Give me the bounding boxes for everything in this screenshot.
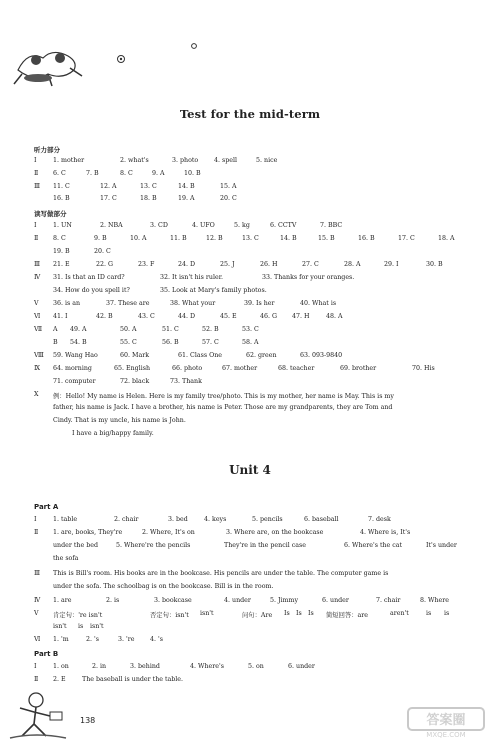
paragraph-line: under the sofa. The schoolbag is on the bookcase. Bill is in the room. [53,583,274,590]
page-number: 138 [80,716,96,725]
composition-line: father, his name is Jack. I have a brother, his name is Peter. Those are my grandparents, they are Tom and [53,404,393,411]
answer-row: Ⅶ A 49. A 50. A 51. C 52. B 53. C [34,326,259,333]
answer-row: Ⅲ 21. E 22. G 23. F 24. D 25. J 26. H 27. C 28. A 29. I 30. B [34,261,443,268]
page-title-unit4: Unit 4 [229,463,271,477]
answer-row: Ⅴ 36. is an 37. These are 38. What your 39. Is her 40. What is [34,300,337,307]
answer-row: 19. B 20. C [53,248,111,255]
answer-row: Ⅱ 1. are, books, They're 2. Where, It's on 3. Where are, on the bookcase 4. Where is, It's [34,529,411,536]
answer-row: Ⅸ 64. morning 65. English 66. photo 67. mother 68. teacher 69. brother 70. His [34,365,435,372]
answer-row: Ⅱ 2. E The baseball is under the table. [34,676,184,683]
composition-line: Cindy. That is my uncle, his name is John. [53,417,186,424]
answer-row: 16. B 17. C 18. B 19. A 20. C [53,195,237,202]
paragraph-line: This is Bill's room. His books are in the bookcase. His pencils are under the table. The computer game is [53,570,389,577]
roman-numeral: Ⅲ [34,570,41,577]
answer-row: Ⅰ 1. on 2. in 3. behind 4. Where's 5. on 6. under [34,663,315,670]
spiral-icon [116,54,126,64]
answer-row: isn't is isn't [53,623,104,630]
composition-line: I have a big/happy family. [72,430,154,437]
part-b-heading: Part B [34,650,59,658]
cartoon-runner-illustration [6,690,78,742]
small-circle-icon [190,42,198,50]
answer-line: the sofa [53,555,79,562]
composition-line: 例：Hello! My name is Helen. Here is my family tree/photo. This is my mother, her name is May. This is my [53,393,394,400]
cartoon-kids-illustration [8,40,88,90]
answer-row: Ⅰ 1. table 2. chair 3. bed 4. keys 5. pencils 6. baseball 7. desk [34,516,391,523]
answer-row: 71. computer 72. black 73. Thank [53,378,202,385]
roman-numeral: Ⅹ [34,391,39,398]
answer-row: Ⅱ 8. C 9. B 10. A 11. B 12. B 13. C 14. B 15. B 16. B 17. C 18. A [34,235,455,242]
answer-row: Ⅴ 肯定句：'re isn't 否定句：isn't isn't 问句：Are Is Is Is 简短回答：are aren't is is [34,610,450,619]
answer-row: B 54. B 55. C 56. B 57. C 58. A [53,339,259,346]
answer-row: Ⅳ 1. are 2. is 3. bookcase 4. under 5. Jimmy 6. under 7. chair 8. Where [34,597,450,604]
watermark-logo [406,706,486,738]
section-readwrite-heading: 读写做部分 [34,210,67,218]
answer-row: under the bed 5. Where're the pencils They're in the pencil case 6. Where's the cat It's under [53,542,457,549]
section-listening-heading: 听力部分 [34,146,60,154]
answer-row: Ⅰ 1. mother 2. what's 3. photo 4. spell 5. nice [34,157,278,164]
answer-row: Ⅵ 1. 'm 2. 's 3. 're 4. 's [34,636,163,643]
answer-row: Ⅵ 41. I 42. B 43. C 44. D 45. E 46. G 47. H 48. A [34,313,343,320]
part-a-heading: Part A [34,503,59,511]
page-title-midterm: Test for the mid-term [179,107,321,121]
answer-row: Ⅲ 11. C 12. A 13. C 14. B 15. A [34,183,237,190]
answer-row: Ⅳ 31. Is that an ID card? 32. It isn't his ruler. 33. Thanks for your oranges. [34,274,355,281]
answer-row: Ⅷ 59. Wang Hao 60. Mark 61. Class One 62. green 63. 093-9840 [34,352,343,359]
answer-row: Ⅰ 1. UN 2. NBA 3. CD 4. UFO 5. kg 6. CCTV 7. BBC [34,222,343,229]
answer-row: Ⅱ 6. C 7. B 8. C 9. A 10. B [34,170,201,177]
answer-row: 34. How do you spell it? 35. Look at Mary's family photos. [53,287,267,294]
svg-text:答案圈: 答案圈 [426,713,466,728]
svg-text:MXQE.COM: MXQE.COM [426,731,466,738]
